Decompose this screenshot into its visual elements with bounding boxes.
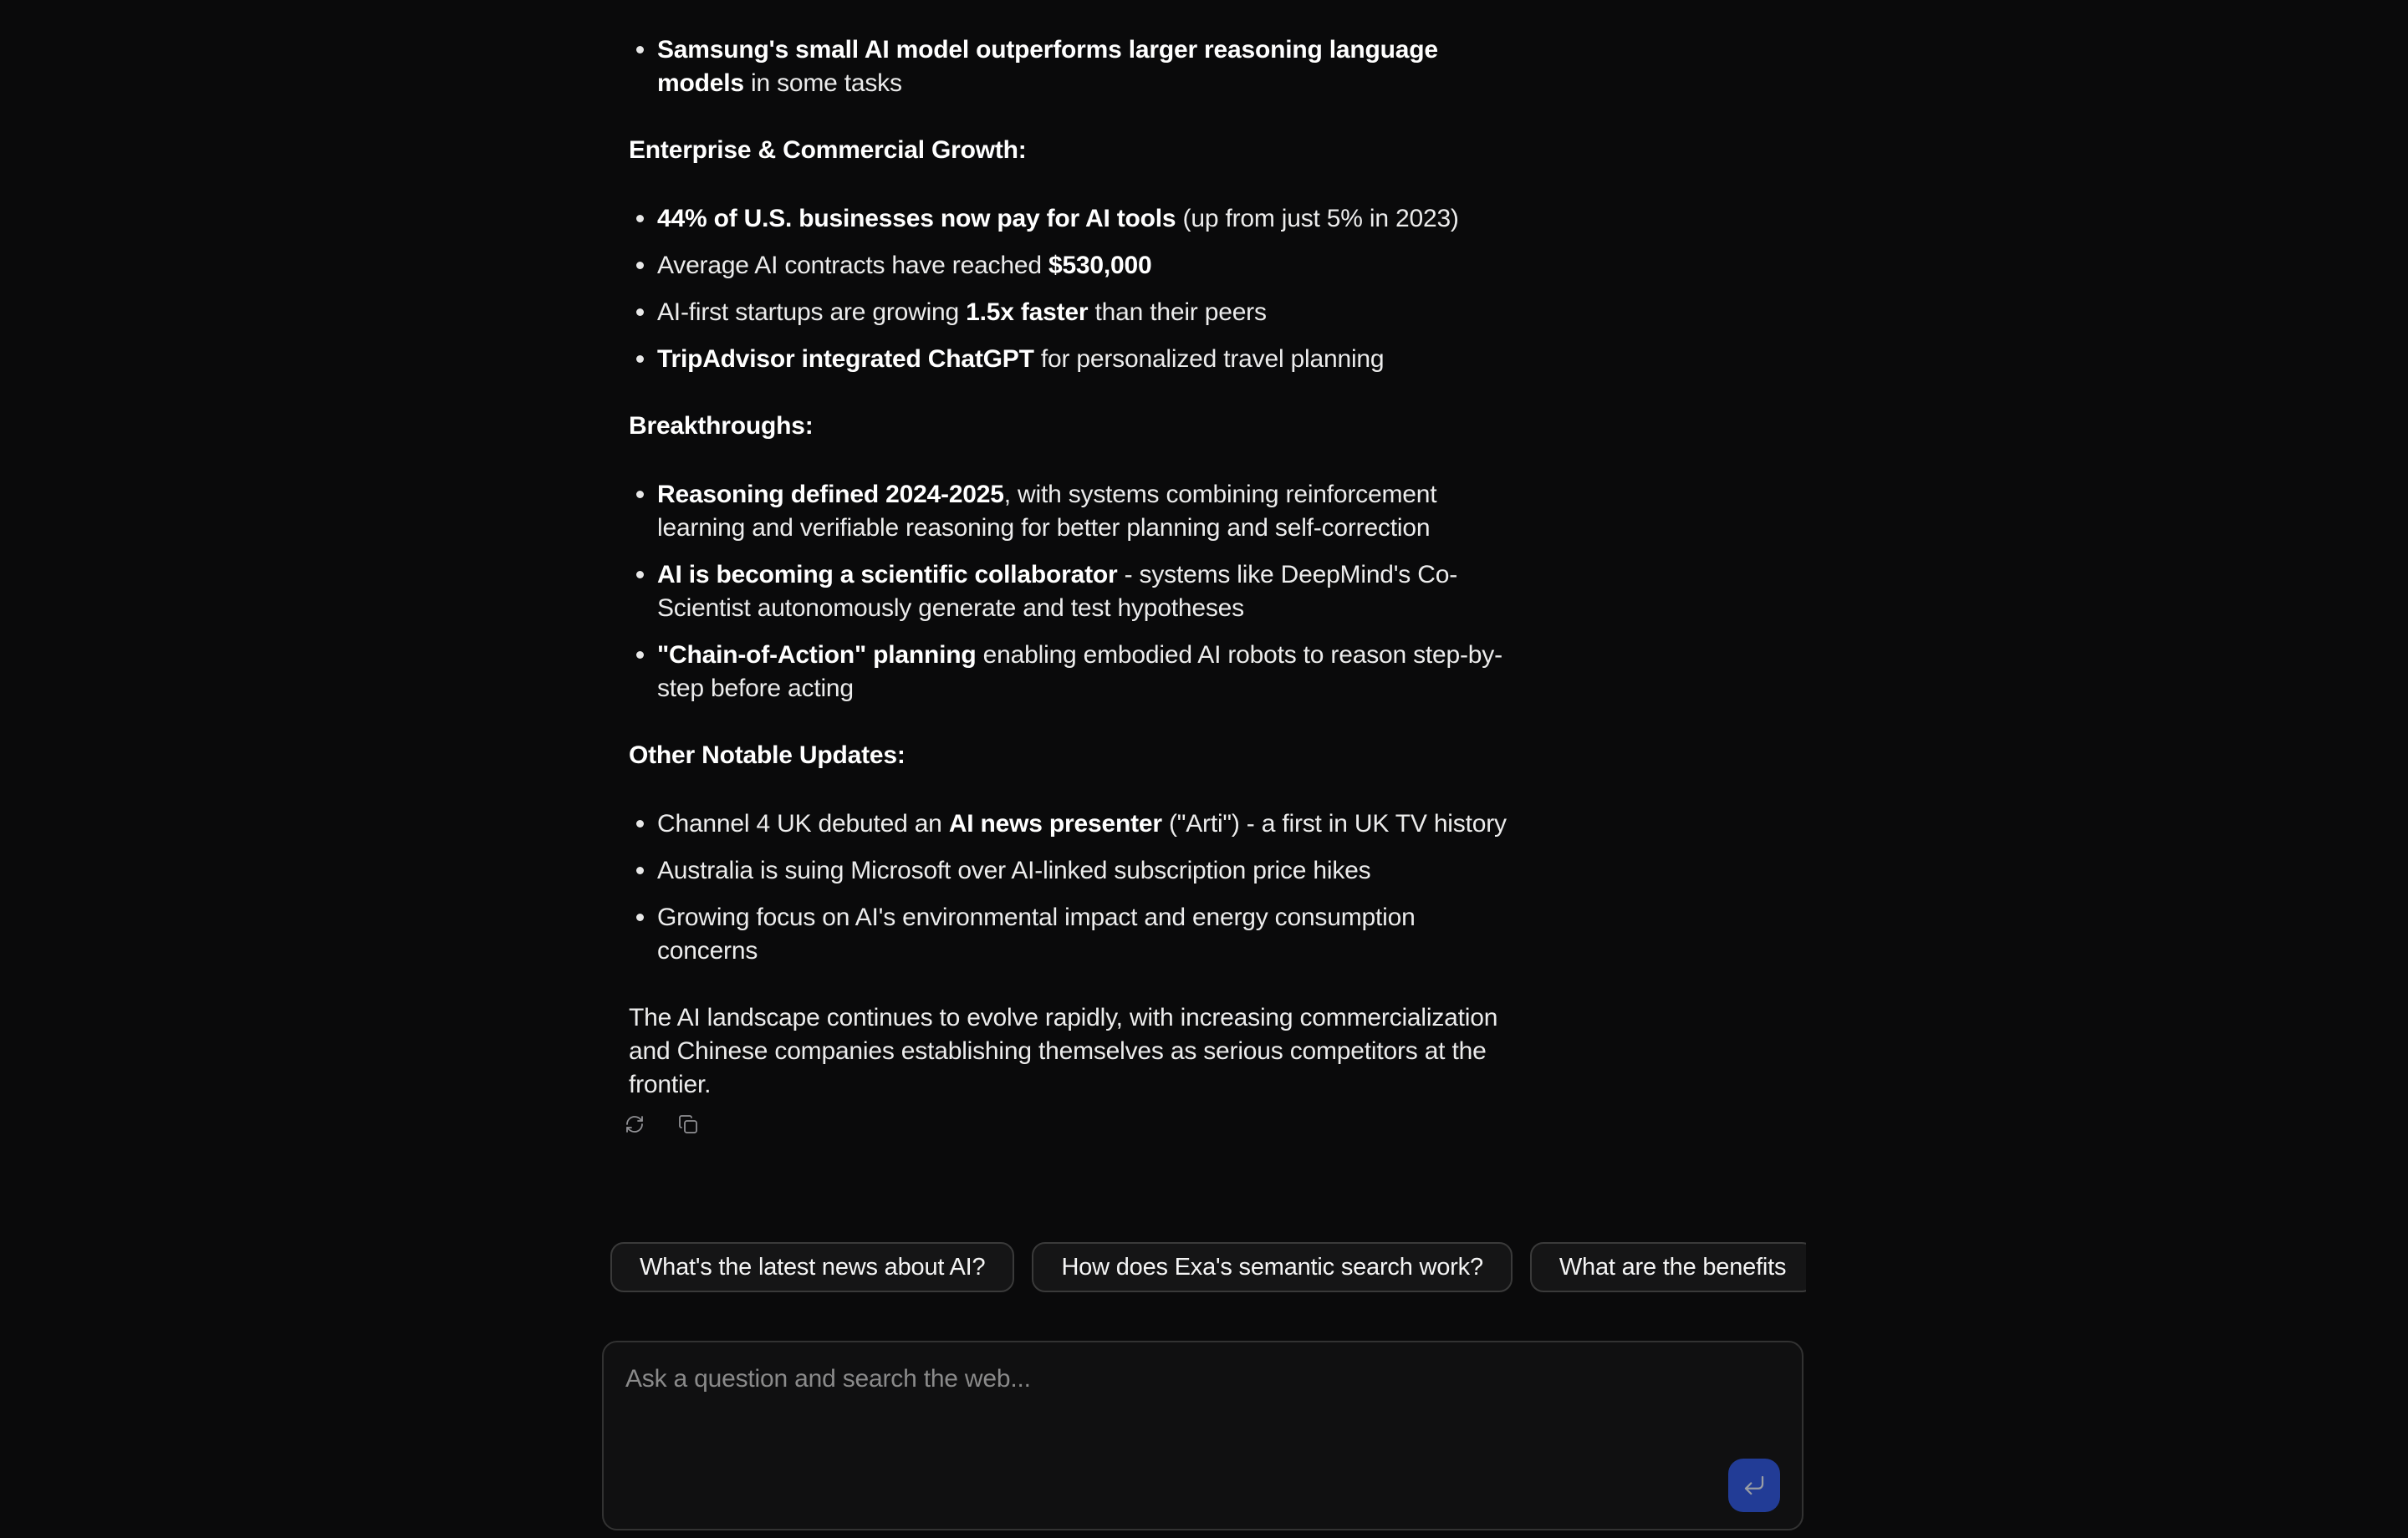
bold-text: 1.5x faster (966, 298, 1089, 326)
chat-column (602, 33, 1806, 1538)
submit-button[interactable] (1728, 1459, 1780, 1512)
bullet-list (629, 807, 1520, 968)
bullet-item (657, 558, 1520, 625)
text-run: in some tasks (743, 69, 902, 97)
text-run: AI-first startups are growing (657, 298, 967, 326)
message-actions (624, 1113, 1806, 1135)
bold-text: TripAdvisor integrated ChatGPT (657, 345, 1034, 373)
regenerate-button[interactable] (624, 1113, 645, 1135)
bullet-item (657, 249, 1520, 283)
bold-text: "Chain-of-Action" planning (657, 641, 977, 669)
bold-text: 44% of U.S. businesses now pay for AI tools (657, 205, 1176, 232)
bullet-item (657, 478, 1520, 545)
bold-text: Reasoning defined 2024-2025 (657, 481, 1004, 508)
suggestion-chip-semantic-search[interactable] (1032, 1242, 1512, 1292)
text-run: The AI landscape continues to evolve rapidly, with increasing commercialization and Chinese companies establishing themselves as serious competitors at the frontier. (629, 1004, 1498, 1098)
enter-arrow-icon (1742, 1473, 1767, 1498)
question-input[interactable] (604, 1342, 1802, 1529)
bullet-item (657, 343, 1520, 376)
bullet-item (657, 854, 1520, 888)
text-run: , with systems combining reinforcement learning and verifiable reasoning for better planning and self-correction (657, 481, 1437, 542)
bold-text: $530,000 (1048, 252, 1152, 279)
bullet-item (657, 296, 1520, 329)
section-heading: Enterprise & Commercial Growth: (629, 136, 1027, 164)
bullet-item (657, 807, 1520, 841)
text-run: Australia is suing Microsoft over AI-linked subscription price hikes (657, 857, 1371, 884)
section-heading: Other Notable Updates: (629, 741, 906, 769)
text-run: Channel 4 UK debuted an (657, 810, 949, 838)
bullet-list (629, 33, 1520, 100)
text-run: ("Arti") - a first in UK TV history (1161, 810, 1507, 838)
bullet-item (657, 202, 1520, 236)
bullet-item (657, 639, 1520, 705)
text-run: - systems like DeepMind's Co-Scientist autonomously generate and test hypotheses (657, 561, 1457, 622)
suggestion-row (610, 1242, 1806, 1292)
assistant-message (629, 33, 1520, 1102)
suggestion-chip-latest-news[interactable] (610, 1242, 1014, 1292)
bullet-item (657, 901, 1520, 968)
suggestion-label: How does Exa's semantic search work? (1061, 1253, 1483, 1281)
bold-text: Samsung's small AI model outperforms larger reasoning language models (657, 36, 1438, 97)
suggestion-label: What's the latest news about AI? (640, 1253, 986, 1281)
bold-text: AI news presenter (948, 810, 1162, 838)
section-heading: Breakthroughs: (629, 412, 814, 440)
copy-button[interactable] (677, 1113, 699, 1135)
suggestion-label: What are the benefits (1559, 1253, 1787, 1281)
text-run: enabling embodied AI robots to reason step-by-step before acting (657, 641, 1502, 702)
text-run: for personalized travel planning (1033, 345, 1385, 373)
closing-paragraph (629, 1001, 1520, 1102)
copy-icon (678, 1114, 698, 1134)
text-run: (up from just 5% in 2023) (1176, 205, 1459, 232)
text-run: Average AI contracts have reached (657, 252, 1048, 279)
bullet-list (629, 202, 1520, 376)
text-run: Growing focus on AI's environmental impact and energy consumption concerns (657, 904, 1416, 965)
text-run: than their peers (1088, 298, 1267, 326)
bullet-item (657, 33, 1520, 100)
composer (602, 1341, 1803, 1530)
suggestion-chip-benefits[interactable] (1530, 1242, 1806, 1292)
bold-text: AI is becoming a scientific collaborator (657, 561, 1118, 588)
refresh-icon (625, 1114, 645, 1134)
bullet-list (629, 478, 1520, 705)
